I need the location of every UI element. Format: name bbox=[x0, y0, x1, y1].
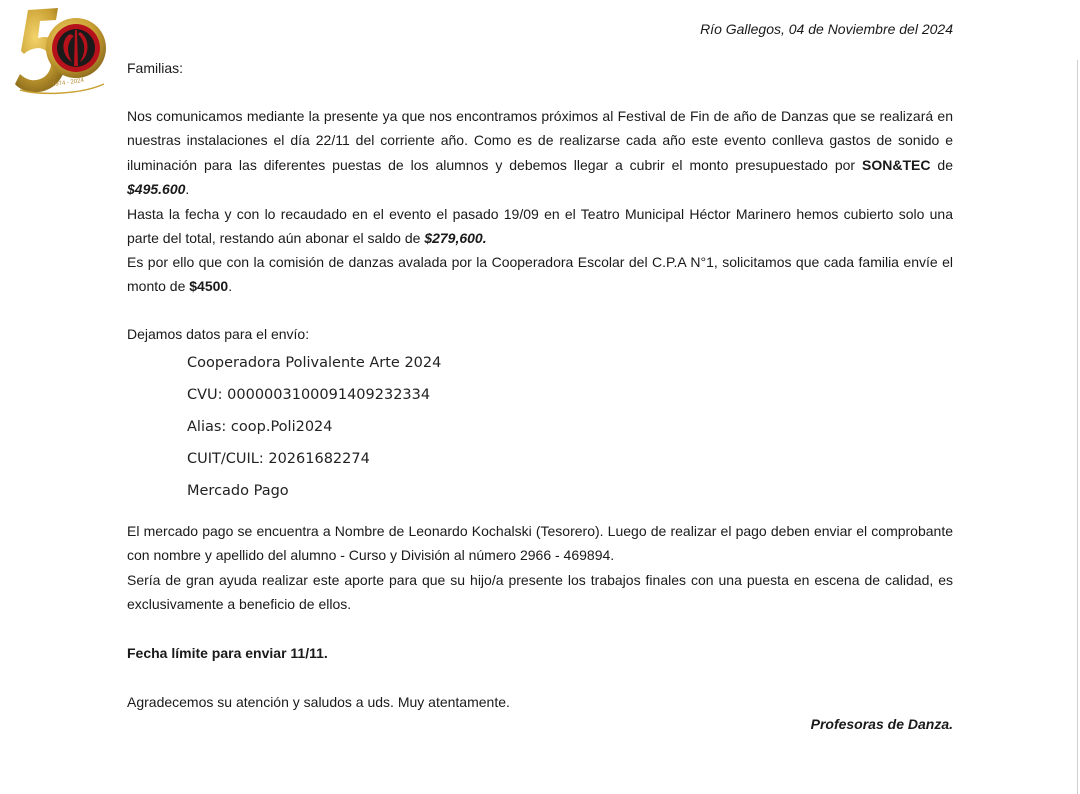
greeting: Familias: bbox=[127, 60, 184, 76]
paragraph-request bbox=[127, 250, 953, 299]
cuit: CUIT/CUIL: 20261682274 bbox=[187, 451, 370, 467]
paragraph-text: Hasta la fecha y con lo recaudado en el evento el pasado 19/09 en el Teatro Municipal Héctor Marinero hemos cubierto solo una parte del total, restando aún abonar el saldo de bbox=[127, 206, 953, 247]
payment-platform: Mercado Pago bbox=[187, 483, 289, 499]
budget-amount: $495.600 bbox=[127, 181, 186, 198]
closing: Agradecemos su atención y saludos a uds. Muy atentamente. bbox=[127, 694, 510, 710]
logo-years: 1974 - 2024 bbox=[51, 77, 85, 89]
cvu: CVU: 0000003100091409232334 bbox=[187, 387, 431, 403]
paragraph-balance bbox=[127, 202, 953, 251]
paragraph-text: . bbox=[185, 181, 190, 198]
date-line: Río Gallegos, 04 de Noviembre del 2024 bbox=[700, 21, 953, 37]
payment-intro: Dejamos datos para el envío: bbox=[127, 326, 310, 342]
company-name: SON&TEC bbox=[862, 156, 931, 173]
payment-details bbox=[187, 351, 441, 511]
page-edge bbox=[1077, 60, 1078, 794]
paragraph-payment-instructions: El mercado pago se encuentra a Nombre de Leonardo Kochalski (Tesorero). Luego de realizar el pago deben enviar el comprobante con nombre y apellido del alumno - Curso y División al número 2966 - 469894. bbox=[127, 523, 953, 564]
alias: Alias: coop.Poli2024 bbox=[187, 419, 333, 435]
paragraph-text: . bbox=[228, 278, 233, 295]
paragraph-text: Nos comunicamos mediante la presente ya que nos encontramos próximos al Festival de Fin de año de Danzas que se realizará en nuestras instalaciones el día 22/11 del corriente año. Como es de realizarse cada año este evento conlleva gastos de sonido e iluminación para las diferentes puestas de los alumnos y debemos llegar a cubrir el monto presupuestado por bbox=[127, 108, 953, 173]
balance-amount: $279,600. bbox=[424, 230, 487, 247]
deadline-text: Fecha límite para enviar 11/11. bbox=[127, 645, 328, 661]
paragraph-text: de bbox=[930, 156, 953, 173]
deadline bbox=[127, 641, 953, 665]
family-amount: $4500 bbox=[189, 278, 229, 295]
paragraph-text: Es por ello que con la comisión de danzas avalada por la Cooperadora Escolar del C.P.A N°1, solicitamos que cada familia envíe el monto de bbox=[127, 254, 953, 295]
signature: Profesoras de Danza. bbox=[810, 716, 953, 732]
paragraph-festival bbox=[127, 104, 953, 202]
account-name: Cooperadora Polivalente Arte 2024 bbox=[187, 355, 442, 371]
paragraph-benefit: Sería de gran ayuda realizar este aporte para que su hijo/a presente los trabajos finales con una puesta en escena de calidad, es exclusivamente a beneficio de ellos. bbox=[127, 572, 953, 613]
